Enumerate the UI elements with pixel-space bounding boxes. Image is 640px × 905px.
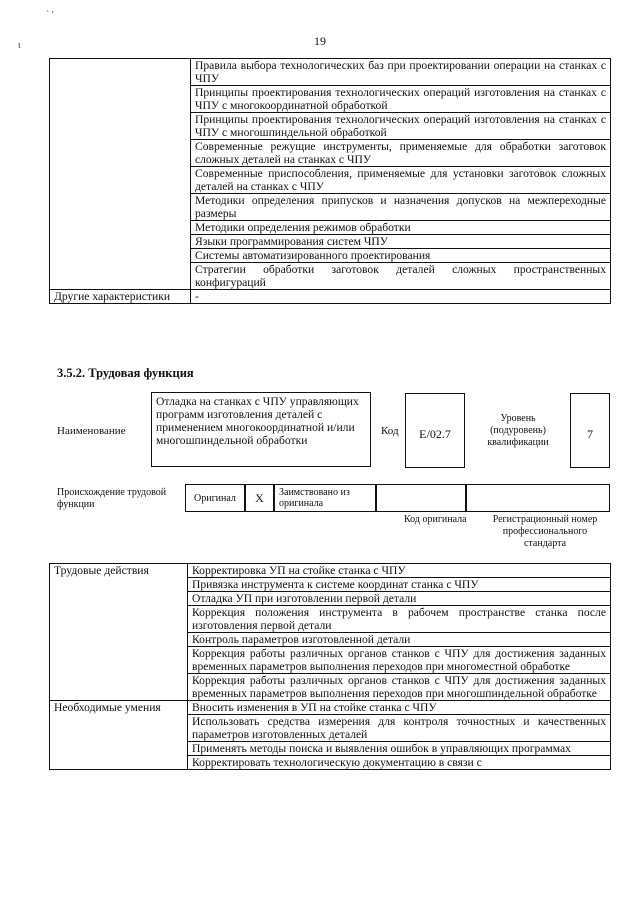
table-item: Привязка инструмента к системе координат станка с ЧПУ — [188, 578, 611, 592]
registration-number-caption: Регистрационный номер профессионального стандарта — [492, 514, 598, 549]
original-code-cell — [376, 484, 466, 512]
knowledge-item: Современные приспособления, применяемые для установки заготовок сложных деталей на станках с ЧПУ — [191, 167, 611, 194]
registration-number-cell — [466, 484, 610, 512]
origin-label: Происхождение трудовой функции — [57, 487, 167, 510]
other-characteristics-value: - — [191, 290, 611, 304]
qualification-level-box: 7 — [570, 393, 610, 468]
scan-mark: ` ' — [46, 10, 54, 21]
table-item: Применять методы поиска и выявления ошибок в управляющих программах — [188, 742, 611, 756]
page-number: 19 — [314, 34, 326, 48]
table-item: Контроль параметров изготовленной детали — [188, 633, 611, 647]
borrowed-cell: Заимствовано из оригинала — [274, 484, 376, 512]
function-code-box: E/02.7 — [405, 393, 465, 468]
knowledge-item: Системы автоматизированного проектирования — [191, 249, 611, 263]
table-item: Коррекция работы различных органов станков с ЧПУ для достижения заданных временных параметров выполнения переходов при многоместной обработке — [188, 647, 611, 674]
knowledge-item: Методики определения режимов обработки — [191, 221, 611, 235]
scan-mark: ι — [18, 40, 21, 51]
table-item: Коррекция положения инструмента в рабочем пространстве станка после изготовления первой детали — [188, 606, 611, 633]
section-label: Трудовые действия — [50, 564, 188, 701]
code-label: Код — [381, 425, 399, 437]
knowledge-item: Языки программирования систем ЧПУ — [191, 235, 611, 249]
table-row — [50, 564, 611, 578]
original-code-caption: Код оригинала — [404, 514, 467, 525]
knowledge-item: Современные режущие инструменты, применяемые для обработки заготовок сложных деталей на станках с ЧПУ — [191, 140, 611, 167]
table-item: Коррекция работы различных органов станков с ЧПУ для достижения заданных временных параметров выполнения переходов при многошпиндельной обработке — [188, 674, 611, 701]
knowledge-item: Правила выбора технологических баз при проектировании операции на станках с ЧПУ — [191, 59, 611, 86]
table-row — [50, 290, 611, 304]
table-item: Корректировать технологическую документацию в связи с — [188, 756, 611, 770]
knowledge-item: Принципы проектирования технологических операций изготовления на станках с ЧПУ с многокоординатной обработкой — [191, 86, 611, 113]
original-cell: Оригинал — [185, 484, 245, 512]
table-item: Отладка УП при изготовлении первой детали — [188, 592, 611, 606]
table-item: Использовать средства измерения для контроля точностных и качественных параметров изготовленных деталей — [188, 715, 611, 742]
table-item: Вносить изменения в УП на стойке станка с ЧПУ — [188, 701, 611, 715]
qualification-level-label: Уровень (подуровень) квалификации — [487, 413, 549, 448]
section-label: Необходимые умения — [50, 701, 188, 770]
knowledge-table — [49, 58, 611, 304]
name-label: Наименование — [57, 425, 126, 437]
table-row — [50, 59, 611, 86]
function-name-box: Отладка на станках с ЧПУ управляющих программ изготовления деталей с применением многокоординатной и/или многошпиндельной обработки — [151, 392, 371, 467]
knowledge-item: Стратегии обработки заготовок деталей сложных пространственных конфигураций — [191, 263, 611, 290]
labor-function-table — [49, 563, 611, 770]
knowledge-item: Методики определения припусков и назначения допусков на межпереходные размеры — [191, 194, 611, 221]
row-label — [50, 59, 191, 290]
knowledge-item: Принципы проектирования технологических операций изготовления на станках с ЧПУ с многошпиндельной обработкой — [191, 113, 611, 140]
table-item: Корректировка УП на стойке станка с ЧПУ — [188, 564, 611, 578]
other-characteristics-label: Другие характеристики — [50, 290, 191, 304]
section-heading: 3.5.2. Трудовая функция — [57, 366, 194, 380]
original-mark-cell: X — [245, 484, 274, 512]
table-row — [50, 701, 611, 715]
